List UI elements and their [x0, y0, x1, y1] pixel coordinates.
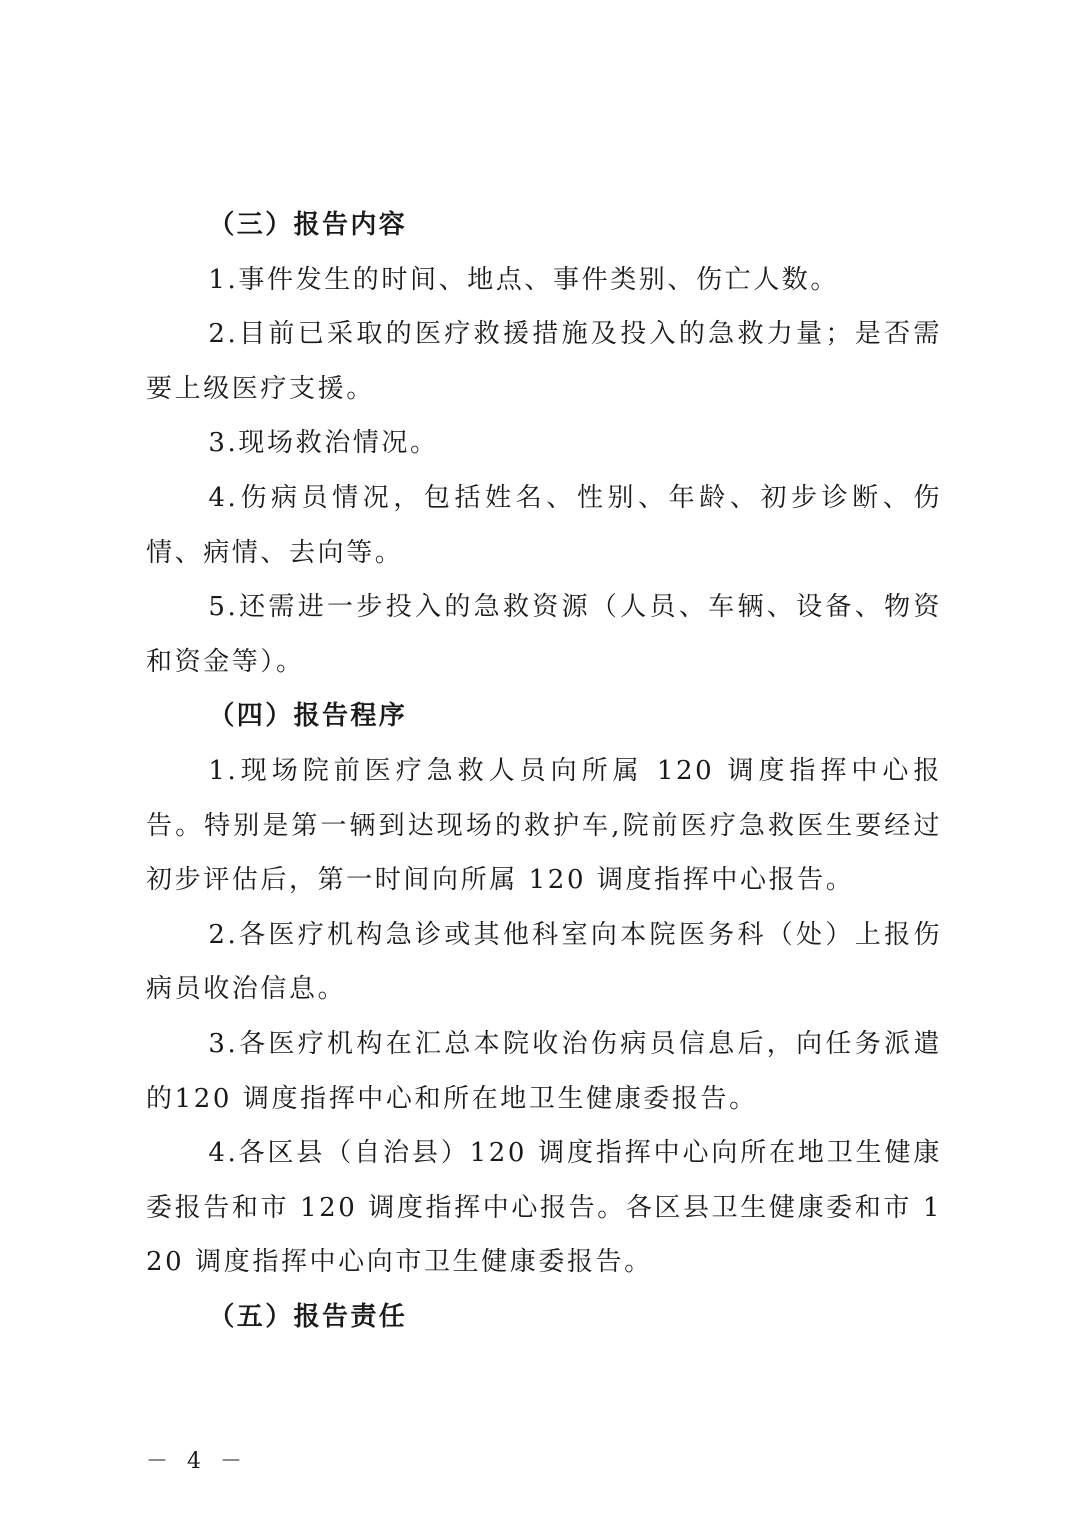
paragraph: 2.各医疗机构急诊或其他科室向本院医务科（处）上报伤病员收治信息。	[146, 919, 942, 1005]
paragraph: 2.目前已采取的医疗救援措施及投入的急救力量；是否需要上级医疗支援。	[146, 319, 942, 404]
document-body	[146, 198, 942, 1344]
paragraph: 5.还需进一步投入的急救资源（人员、车辆、设备、物资和资金等）。	[146, 592, 942, 677]
paragraph: 4.各区县（自治县）120 调度指挥中心向所在地卫生健康委报告和市 120 调度指挥中心报告。各区县卫生健康委和市 120 调度指挥中心向市卫生健康委报告。	[146, 1138, 942, 1278]
page-number: － 4 －	[146, 1449, 248, 1474]
paragraph: 1.事件发生的时间、地点、事件类别、伤亡人数。	[208, 264, 839, 295]
paragraph: 1.现场院前医疗急救人员向所属 120 调度指挥中心报告。特别是第一辆到达现场的救护车,院前医疗急救医生要经过初步评估后，第一时间向所属 120 调度指挥中心报告。	[146, 755, 942, 896]
section-heading-4: （四）报告程序	[208, 701, 408, 732]
paragraph: 4.伤病员情况，包括姓名、性别、年龄、初步诊断、伤情、病情、去向等。	[146, 482, 942, 568]
paragraph: 3.现场救治情况。	[208, 428, 439, 459]
paragraph: 3.各医疗机构在汇总本院收治伤病员信息后，向任务派遣的120 调度指挥中心和所在地卫生健康委报告。	[146, 1028, 942, 1114]
section-heading-3: （三）报告内容	[208, 210, 408, 240]
section-heading-5: （五）报告责任	[208, 1301, 408, 1332]
